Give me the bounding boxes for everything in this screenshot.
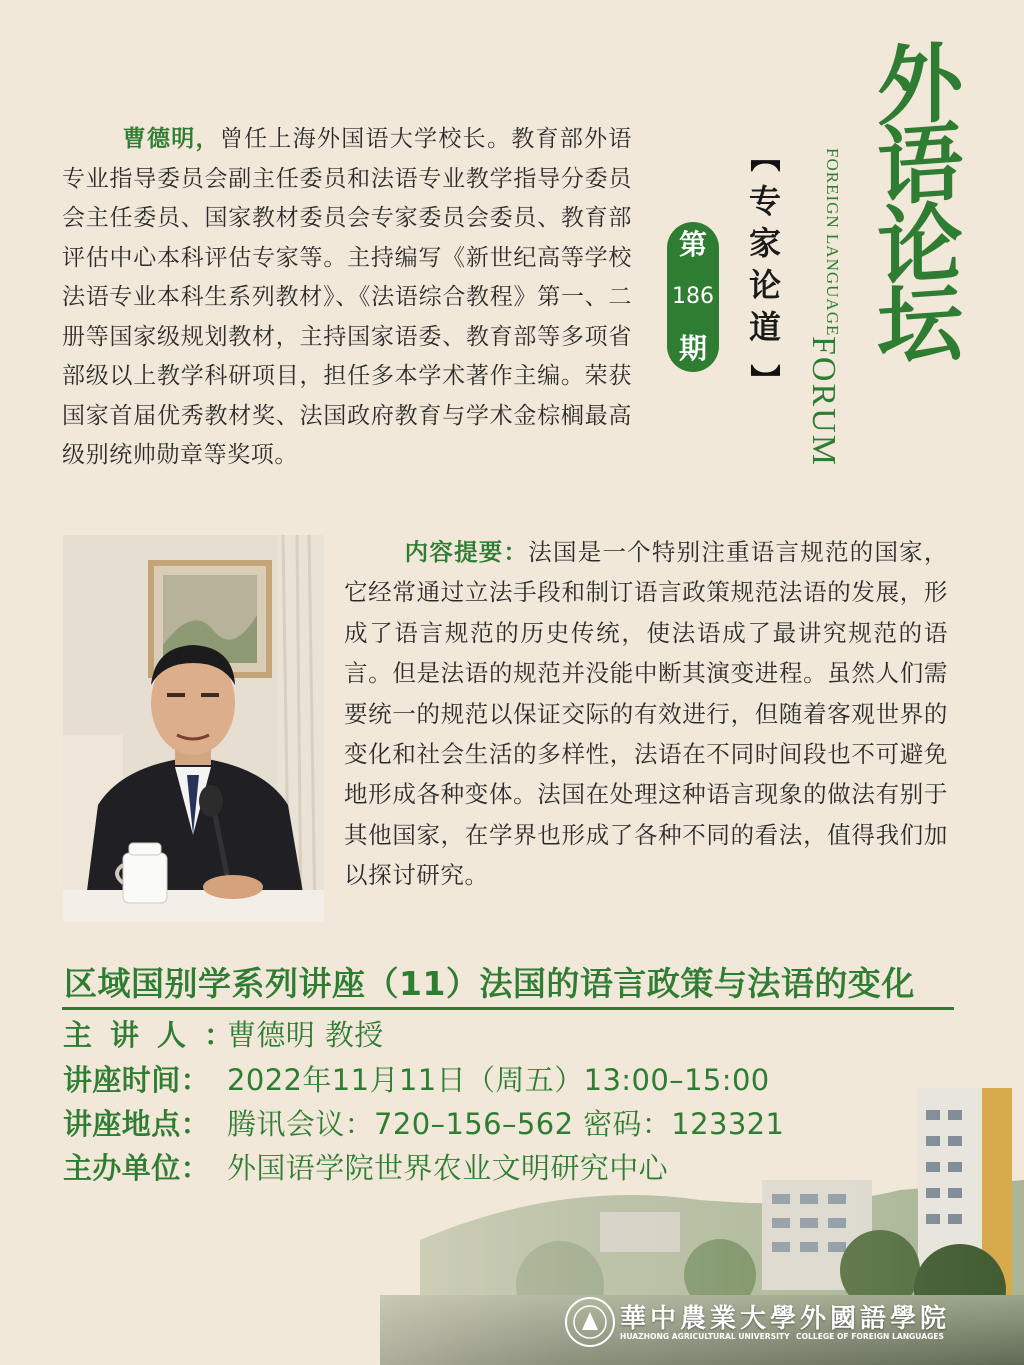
lecture-title: 区域国别学系列讲座（11）法国的语言政策与法语的变化 [64,964,915,1003]
organizer-label: 主办单位： [63,1151,211,1185]
speaker-photo [63,535,324,922]
venue-value: 腾讯会议：720–156–562 密码：123321 [227,1107,785,1141]
column-open-bracket: 【 [746,142,781,172]
forum-title-en-line2: FORUM [805,336,842,468]
forum-title-cn: 外语论坛 [862,36,963,364]
college-name-en: COLLEGE OF FOREIGN LANGUAGES [796,1332,944,1341]
abstract-label: 内容提要： [404,538,529,566]
abstract [344,532,948,896]
issue-number: 186 [672,284,714,309]
title-divider [62,1007,954,1010]
forum-title-en-line1: FOREIGN LANGUAGE [823,148,842,337]
forum-title-en [806,148,842,467]
column-close-bracket: 】 [746,364,781,394]
speaker-photo-illustration [63,535,324,922]
organizer-row [63,1148,668,1188]
university-name-en: HUAZHONG AGRICULTURAL UNIVERSITY [620,1332,790,1341]
organizer-value: 外国语学院世界农业文明研究中心 [227,1151,669,1185]
venue-row [63,1104,784,1144]
time-row [63,1060,770,1100]
speaker-row [63,1015,384,1055]
issue-prefix: 第 [678,228,707,261]
speaker-value: 曹德明 教授 [227,1018,384,1052]
column-name-text: 专家论道 [744,184,782,352]
speaker-name: 曹德明， [122,126,220,152]
speaker-label: 主讲人： [63,1018,252,1052]
speaker-bio-text: 曾任上海外国语大学校长。教育部外语专业指导委员会副主任委员和法语专业教学指导分委员会主任委员、国家教材委员会专家委员会委员、教育部评估中心本科评估专家等。主持编写《新世纪高等学校法语专业本科生系列教材》、《法语综合教程》第一、二册等国家级规划教材，主持国家语委、教育部等多项省部级以上教学科研项目，担任多本学术著作主编。荣获国家首届优秀教材奖、法国政府教育与学术金棕榈最高级别统帅勋章等奖项。 [62,126,632,468]
column-name [738,142,788,394]
abstract-text: 法国是一个特别注重语言规范的国家，它经常通过立法手段和制订语言政策规范法语的发展，形成了语言规范的历史传统，使法语成了最讲究规范的语言。但是法语的规范并没能中断其演变进程。虽然人们需要统一的规范以保证交际的有效进行，但随着客观世界的变化和社会生活的多样性，法语在不同时间段也不可避免地形成各种变体。法国在处理这种语言现象的做法有别于其他国家，在学界也形成了各种不同的看法，值得我们加以探讨研究。 [344,538,948,890]
university-name-cn: 華中農業大學外國語學院 [620,1304,951,1334]
time-value: 2022年11月11日（周五）13:00–15:00 [227,1063,770,1097]
issue-suffix: 期 [678,332,707,365]
speaker-bio [62,120,632,476]
venue-label: 讲座地点： [63,1107,211,1141]
issue-badge [667,222,719,372]
time-label: 讲座时间： [63,1063,211,1097]
